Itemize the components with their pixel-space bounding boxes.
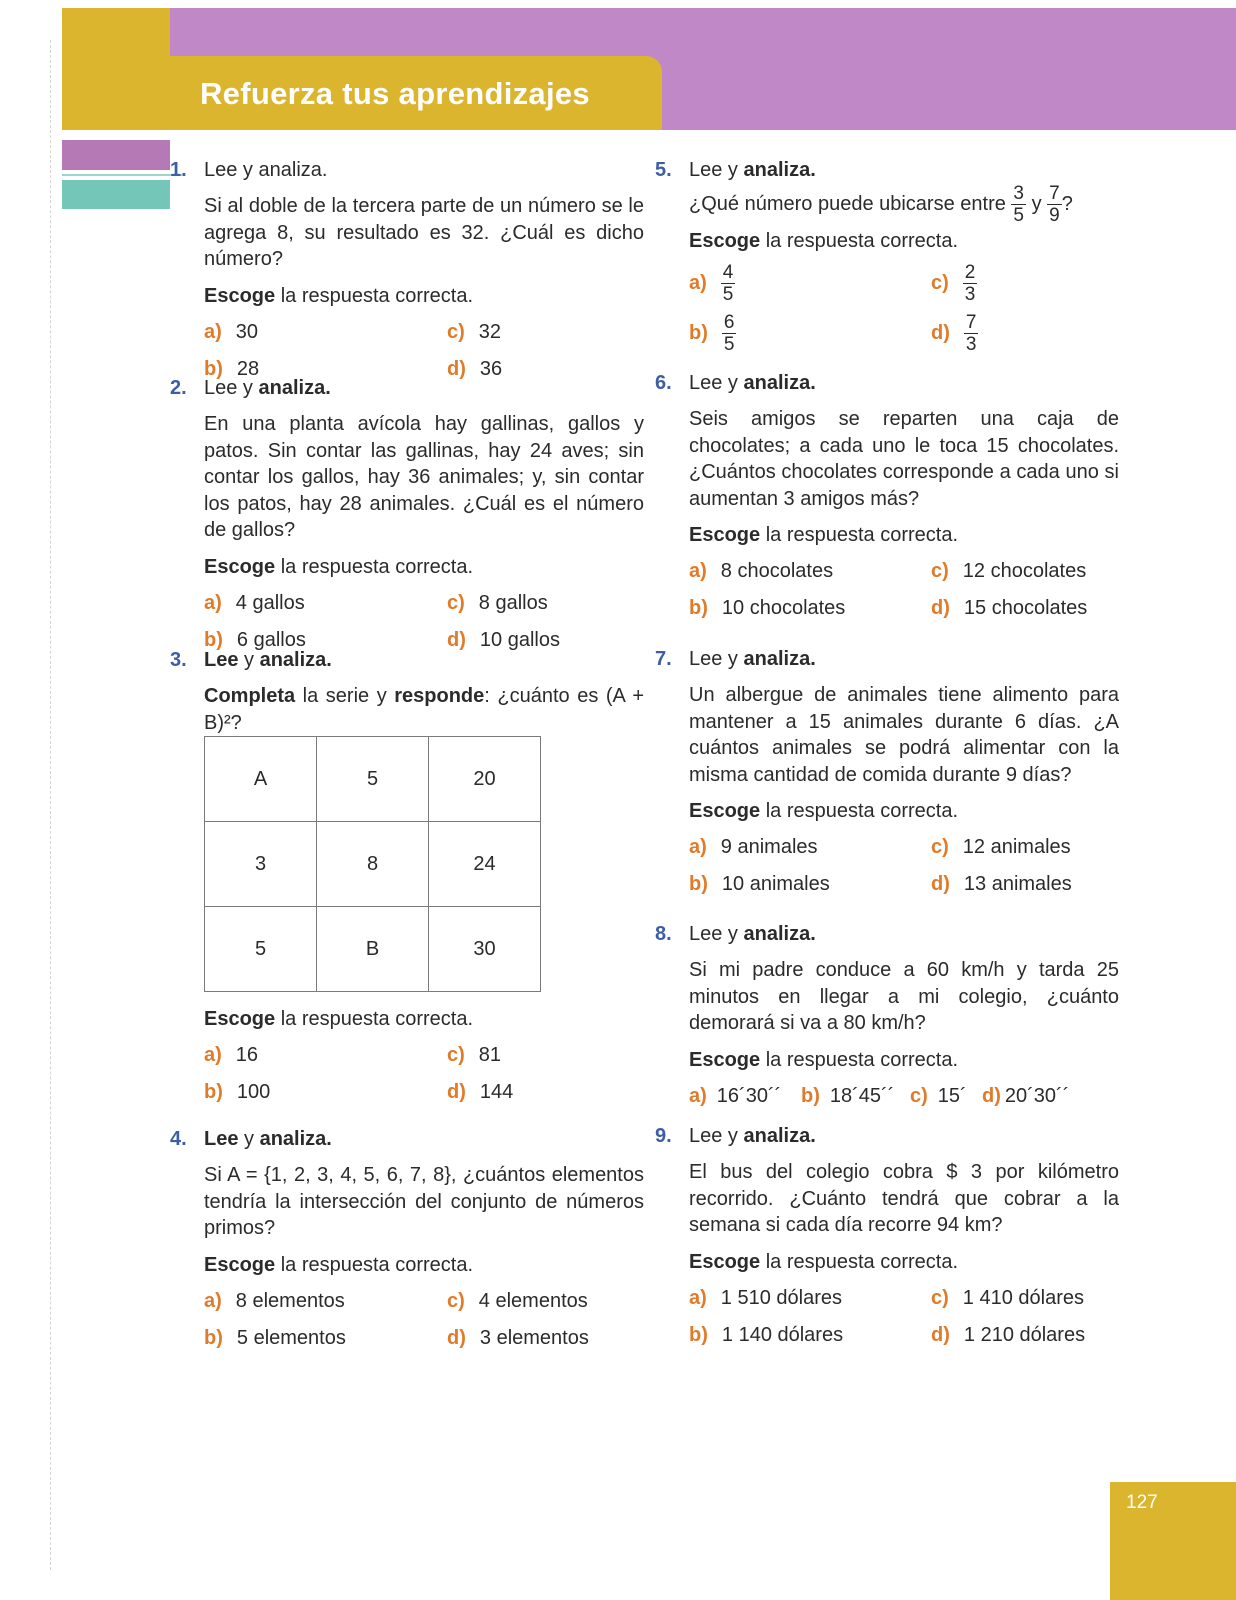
option-a: a) 16: [204, 1044, 259, 1066]
fraction: $\frac{3}{5}$: [1013, 183, 1024, 226]
question-4: [170, 1126, 644, 1362]
question-1: [170, 157, 644, 393]
option-d: d) 144: [447, 1081, 514, 1103]
option-b: b) 28: [204, 357, 260, 380]
option-d: d) 3 elementos: [447, 1326, 589, 1349]
choose-prompt: Escoge la respuesta correcta.: [689, 1048, 959, 1071]
series-table: [204, 736, 541, 992]
option-b: b) 18´45´´: [801, 1084, 895, 1107]
question-heading: 8. Lee y analiza.: [655, 923, 816, 945]
table-row: [205, 737, 541, 822]
question-6: [655, 370, 1119, 632]
option-a: a) 4 gallos: [204, 591, 305, 614]
option-c: c) 12 animales: [931, 836, 1071, 858]
question-heading: 7. Lee y analiza.: [655, 648, 816, 670]
question-heading: 5. Lee y analiza.: [655, 159, 816, 181]
question-number: 7.: [655, 648, 672, 670]
table-cell: 30: [429, 907, 541, 992]
option-b: b) 10 animales: [689, 873, 830, 895]
question-text: El bus del colegio cobra $ 3 por kilómetro recorrido. ¿Cuánto tendrá que cobrar a la semana si cada día recorre 94 km?: [689, 1161, 1119, 1236]
option-d: d) 20´30´´: [982, 1084, 1070, 1107]
option-a: a) 8 elementos: [204, 1289, 345, 1312]
option-c: c) $\frac{2}{3}$: [931, 262, 976, 305]
option-b: b) 5 elementos: [204, 1326, 346, 1349]
choose-prompt: Escoge la respuesta correcta.: [689, 800, 959, 822]
table-cell: 20: [429, 737, 541, 822]
option-c: c) 1 410 dólares: [931, 1286, 1084, 1309]
question-heading: 4. Lee y analiza.: [170, 1128, 332, 1150]
question-text: Seis amigos se reparten una caja de chocolates; a cada uno le toca 15 chocolates. ¿Cuántos chocolates corresponde a cada uno si aumentan 3 amigos más?: [689, 408, 1119, 510]
question-heading: 6. Lee y analiza.: [655, 372, 816, 394]
choose-prompt: Escoge la respuesta correcta.: [204, 284, 474, 307]
page-title: Refuerza tus aprendizajes: [200, 76, 590, 111]
choose-prompt: Escoge la respuesta correcta.: [204, 1008, 474, 1030]
question-number: 3.: [170, 649, 187, 671]
table-cell: 5: [317, 737, 429, 822]
option-b: b) 1 140 dólares: [689, 1323, 844, 1346]
option-c: c) 8 gallos: [447, 591, 548, 614]
option-a: a) 1 510 dólares: [689, 1286, 842, 1309]
choose-prompt: Escoge la respuesta correcta.: [689, 230, 959, 252]
option-c: c) 32: [447, 320, 502, 343]
options: [689, 262, 1119, 362]
options: [689, 1083, 1119, 1117]
question-heading: 3. Lee y analiza.: [170, 649, 332, 671]
question-number: 4.: [170, 1128, 187, 1150]
table-cell: 24: [429, 822, 541, 907]
option-a: a) 9 animales: [689, 836, 818, 858]
options: [689, 834, 1119, 908]
table-cell: 8: [317, 822, 429, 907]
option-d: d) 10 gallos: [447, 628, 560, 651]
question-number: 9.: [655, 1125, 672, 1147]
option-a: a) $\frac{4}{5}$: [689, 262, 734, 305]
table-cell: B: [317, 907, 429, 992]
option-a: a) 16´30´´: [689, 1084, 782, 1107]
option-b: b) $\frac{6}{5}$: [689, 312, 735, 355]
choose-prompt: Escoge la respuesta correcta.: [689, 1250, 959, 1273]
option-c: c) 4 elementos: [447, 1289, 588, 1312]
option-d: d) $\frac{7}{3}$: [931, 312, 977, 355]
question-3: [170, 647, 644, 736]
decor-strip-line: [62, 174, 182, 176]
table-cell: A: [205, 737, 317, 822]
option-a: a) 8 chocolates: [689, 560, 834, 582]
option-b: b) 100: [204, 1081, 271, 1103]
question-number: 5.: [655, 159, 672, 181]
options: [204, 1042, 644, 1116]
options: [204, 1288, 644, 1362]
question-text: Un albergue de animales tiene alimento para mantener a 15 animales durante 6 días. ¿A cuántos animales se podrá alimentar con la misma cantidad de comida durante 9 días?: [689, 684, 1119, 786]
decor-strip-pink: [62, 140, 170, 170]
decor-strip-teal: [62, 180, 170, 209]
option-c: c) 12 chocolates: [931, 560, 1087, 582]
option-c: c) 81: [447, 1044, 502, 1066]
page-edge-rule: [50, 40, 51, 1570]
option-d: d) 36: [447, 357, 503, 380]
option-d: d) 1 210 dólares: [931, 1323, 1086, 1346]
question-heading: 1. Lee y analiza.: [170, 159, 328, 181]
instruction-lee: Lee: [204, 159, 238, 181]
table-row: [205, 822, 541, 907]
table-cell: 3: [205, 822, 317, 907]
header-corner-block: [62, 8, 170, 130]
question-number: 8.: [655, 923, 672, 945]
options: [689, 558, 1119, 632]
options: [689, 1285, 1119, 1359]
question-8: [655, 921, 1119, 1117]
question-number: 2.: [170, 377, 187, 399]
choose-prompt: Escoge la respuesta correcta.: [204, 555, 474, 578]
choose-prompt: Escoge la respuesta correcta.: [204, 1253, 474, 1276]
question-3-answers: [204, 996, 644, 1116]
question-text: Si A = {1, 2, 3, 4, 5, 6, 7, 8}, ¿cuántos elementos tendría la intersección del conjunto de números primos?: [204, 1164, 644, 1239]
question-heading: 9. Lee y analiza.: [655, 1125, 816, 1147]
question-text: Si al doble de la tercera parte de un número se le agrega 8, su resultado es 32. ¿Cuál es dicho número?: [204, 195, 644, 270]
question-number: 1.: [170, 159, 187, 181]
table-cell: 5: [205, 907, 317, 992]
question-number: 6.: [655, 372, 672, 394]
option-a: a) 30: [204, 320, 259, 343]
question-task: Completa la serie y responde: ¿cuánto es (A + B)²?: [204, 685, 644, 734]
question-text: En una planta avícola hay gallinas, gallos y patos. Sin contar las gallinas, hay 24 aves; sin contar los gallos, hay 36 animales; y, sin contar los patos, hay 28 animales. ¿Cuál es el número de gallos?: [204, 413, 644, 541]
option-c: c) 15´: [910, 1084, 967, 1107]
fraction: $\frac{7}{9}$: [1049, 183, 1060, 226]
question-9: [655, 1123, 1119, 1359]
question-text: Si mi padre conduce a 60 km/h y tarda 25 minutos en llegar a mi colegio, ¿cuánto demorará si va a 80 km/h?: [689, 959, 1119, 1034]
option-d: d) 13 animales: [931, 873, 1072, 895]
option-b: b) 6 gallos: [204, 628, 306, 651]
option-b: b) 10 chocolates: [689, 597, 846, 619]
option-d: d) 15 chocolates: [931, 597, 1088, 619]
question-2: [170, 375, 644, 664]
question-7: [655, 646, 1119, 908]
instruction-analiza: analiza.: [258, 159, 328, 181]
question-heading: 2. Lee y analiza.: [170, 377, 331, 399]
choose-prompt: Escoge la respuesta correcta.: [689, 524, 959, 546]
table-row: [205, 907, 541, 992]
page-number: 127: [1126, 1492, 1158, 1513]
question-text: ¿Qué número puede ubicarse entre $\frac{3}{5}$ y $\frac{7}{9}$ ?: [689, 183, 1073, 226]
question-5: [655, 157, 1119, 362]
